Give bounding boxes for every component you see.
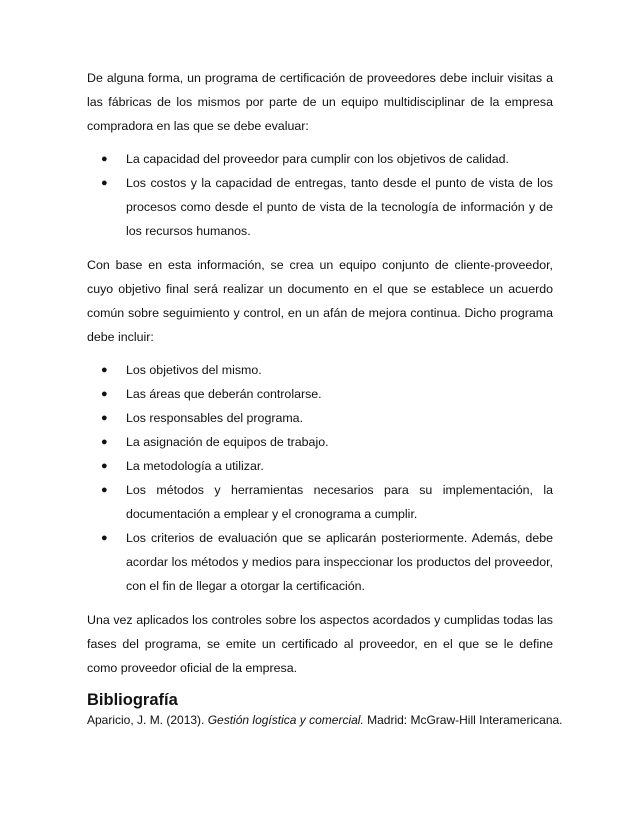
bullet-icon: ● [101, 484, 108, 496]
list-item [87, 358, 553, 382]
list-item [87, 478, 553, 526]
list-item [87, 171, 553, 243]
list-item [87, 430, 553, 454]
list-item-text: Los costos y la capacidad de entregas, tanto desde el punto de vista de los procesos como desde el punto de vista de la tecnología de información y de los recursos humanos. [126, 176, 553, 238]
bullet-icon: ● [101, 177, 108, 189]
bibliography-heading: Bibliografía [87, 691, 178, 709]
bullet-icon: ● [101, 388, 108, 400]
bullet-icon: ● [101, 364, 108, 376]
reference-author: Aparicio, J. M. (2013). [87, 713, 208, 727]
list-item-text: La capacidad del proveedor para cumplir con los objetivos de calidad. [126, 152, 509, 166]
bullet-icon: ● [101, 412, 108, 424]
middle-paragraph: Con base en esta información, se crea un equipo conjunto de cliente-proveedor, cuyo objetivo final será realizar un documento en el que se establece un acuerdo común sobre seguimiento y control, en un afán de mejora continua. Dicho programa debe incluir: [87, 258, 553, 344]
program-list [87, 358, 553, 598]
list-item [87, 382, 553, 406]
list-item-text: Los responsables del programa. [126, 411, 304, 425]
list-item [87, 454, 553, 478]
bullet-icon: ● [101, 532, 108, 544]
bullet-icon: ● [101, 153, 108, 165]
list-item-text: Los criterios de evaluación que se aplicarán posteriormente. Además, debe acordar los métodos y medios para inspeccionar los productos del proveedor, con el fin de llegar a otorgar la certificación. [126, 531, 553, 593]
list-item-text: La metodología a utilizar. [126, 459, 264, 473]
list-item-text: Los objetivos del mismo. [126, 363, 262, 377]
bullet-icon: ● [101, 436, 108, 448]
reference-publisher: Madrid: McGraw-Hill Interamericana. [363, 713, 563, 727]
intro-paragraph: De alguna forma, un programa de certificación de proveedores debe incluir visitas a las fábricas de los mismos por parte de un equipo multidisciplinar de la empresa compradora en las que se debe evaluar: [87, 71, 553, 133]
bibliography-entry [87, 711, 563, 729]
list-item [87, 526, 553, 598]
list-item-text: Los métodos y herramientas necesarios para su implementación, la documentación a emplear y el cronograma a cumplir. [126, 483, 553, 521]
document-page [87, 66, 563, 729]
reference-title: Gestión logística y comercial. [207, 713, 364, 727]
bullet-icon: ● [101, 460, 108, 472]
closing-paragraph: Una vez aplicados los controles sobre los aspectos acordados y cumplidas todas las fases del programa, se emite un certificado al proveedor, en el que se le define como proveedor oficial de la empresa. [87, 613, 553, 675]
list-item-text: Las áreas que deberán controlarse. [126, 387, 322, 401]
list-item [87, 406, 553, 430]
list-item [87, 147, 553, 171]
evaluation-list [87, 147, 553, 243]
list-item-text: La asignación de equipos de trabajo. [126, 435, 329, 449]
